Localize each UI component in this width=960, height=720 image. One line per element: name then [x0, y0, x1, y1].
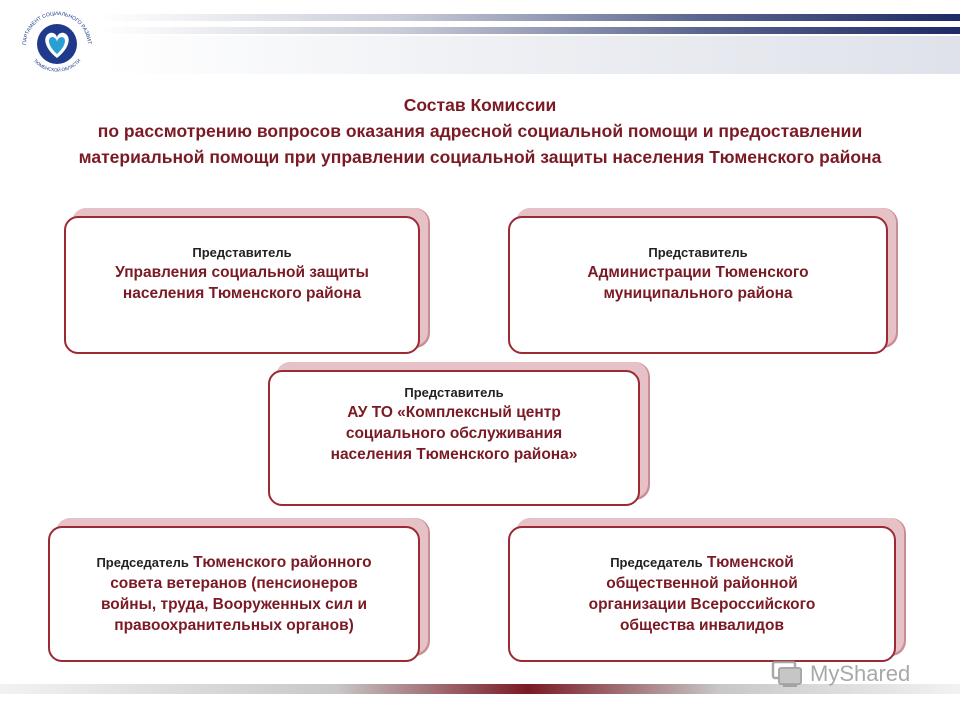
presentation-icon — [770, 659, 804, 689]
member-org-name: Тюменского районного — [193, 554, 372, 571]
header-gradient — [100, 36, 960, 74]
member-box-veterans-council — [48, 526, 420, 662]
header-stripe-top — [100, 14, 960, 21]
member-org-line: совета ветеранов (пенсионеров — [110, 575, 358, 592]
member-role: Председатель — [610, 555, 703, 570]
logo-arc-text-bottom: ТЮМЕНСКОЙ ОБЛАСТИ — [32, 58, 82, 73]
member-box-disabled-society — [508, 526, 896, 662]
myshared-watermark — [770, 656, 910, 692]
member-role: Председатель — [96, 555, 189, 570]
member-role: Представитель — [648, 245, 748, 260]
member-org-line: войны, труда, Вооруженных сил и — [100, 596, 368, 613]
member-box-social-service-center — [268, 370, 640, 506]
member-org-line: населения Тюменского района — [122, 285, 362, 302]
heart-logo-icon — [14, 10, 100, 76]
title-subheading: по рассмотрению вопросов оказания адресной социальной помощи и предоставлении материальной помощи при управлении социальной защиты населения Тюменского района — [78, 121, 882, 167]
member-org-name: Тюменской — [706, 554, 794, 571]
department-logo — [14, 10, 100, 76]
member-org-line: правоохранительных органов) — [114, 617, 354, 634]
member-box-administration — [508, 216, 888, 354]
member-org-line: общества инвалидов — [619, 617, 785, 634]
member-org-line — [96, 552, 371, 573]
watermark-text: MyShared — [810, 661, 911, 686]
member-org-line: населения Тюменского района» — [330, 446, 578, 463]
member-role: Представитель — [192, 245, 292, 260]
member-org-line — [610, 552, 794, 573]
logo-arc-text-top: ПАРТАМЕНТ СОЦИАЛЬНОГО РАЗВИТ — [21, 10, 92, 46]
header-stripe-bottom — [100, 27, 960, 34]
member-org-line: организации Всероссийского — [588, 596, 816, 613]
member-org-line: АУ ТО «Комплексный центр — [347, 404, 561, 421]
member-org-line: общественной районной — [606, 575, 798, 592]
member-org-line: социального обслуживания — [345, 425, 563, 442]
member-box-social-protection — [64, 216, 420, 354]
slide-title — [40, 92, 920, 170]
member-role: Представитель — [404, 385, 504, 400]
member-org-line: Администрации Тюменского — [587, 264, 809, 281]
member-org-line: Управления социальной защиты — [115, 264, 369, 281]
member-org-line: муниципального района — [603, 285, 793, 302]
title-heading: Состав Комиссии — [403, 95, 557, 115]
